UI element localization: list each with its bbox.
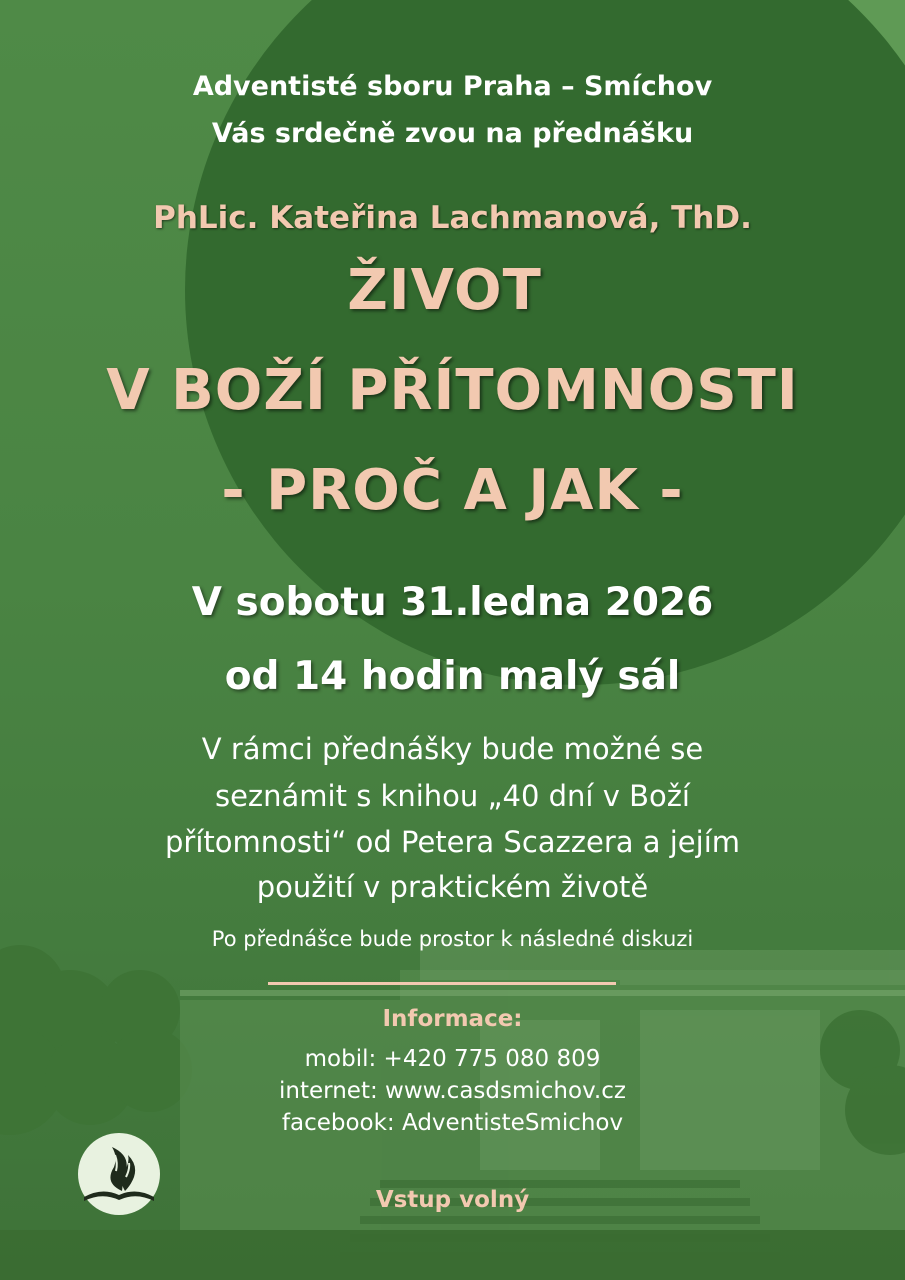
description-line-4: použití v praktickém životě (256, 870, 649, 904)
info-internet: internet: www.casdsmichov.cz (279, 1078, 626, 1104)
description-line-2: seznámit s knihou „40 dní v Boží (214, 779, 690, 813)
info-heading: Informace: (382, 1006, 523, 1032)
header-line-1: Adventisté sboru Praha – Smíchov (192, 71, 713, 102)
entry-free: Vstup volný (375, 1187, 530, 1213)
description-line-3: přítomnosti“ od Petera Scazzera a jejím (164, 825, 740, 859)
info-mobile: mobil: +420 775 080 809 (304, 1046, 601, 1072)
discussion-note: Po přednášce bude prostor k následné diskuzi (211, 927, 694, 951)
description-line-1: V rámci přednášky bude možné se (201, 732, 704, 766)
event-date: V sobotu 31.ledna 2026 (191, 580, 714, 625)
event-time-place: od 14 hodin malý sál (224, 654, 681, 699)
speaker-name: PhLic. Kateřina Lachmanová, ThD. (153, 200, 752, 236)
header-line-2: Vás srdečně zvou na přednášku (211, 118, 694, 149)
title-line-3: - PROČ A JAK - (221, 458, 684, 523)
title-line-1: ŽIVOT (347, 258, 542, 323)
info-facebook: facebook: AdventisteSmichov (281, 1110, 624, 1136)
divider-line (268, 982, 616, 985)
title-line-2: V BOŽÍ PŘÍTOMNOSTI (106, 358, 799, 423)
